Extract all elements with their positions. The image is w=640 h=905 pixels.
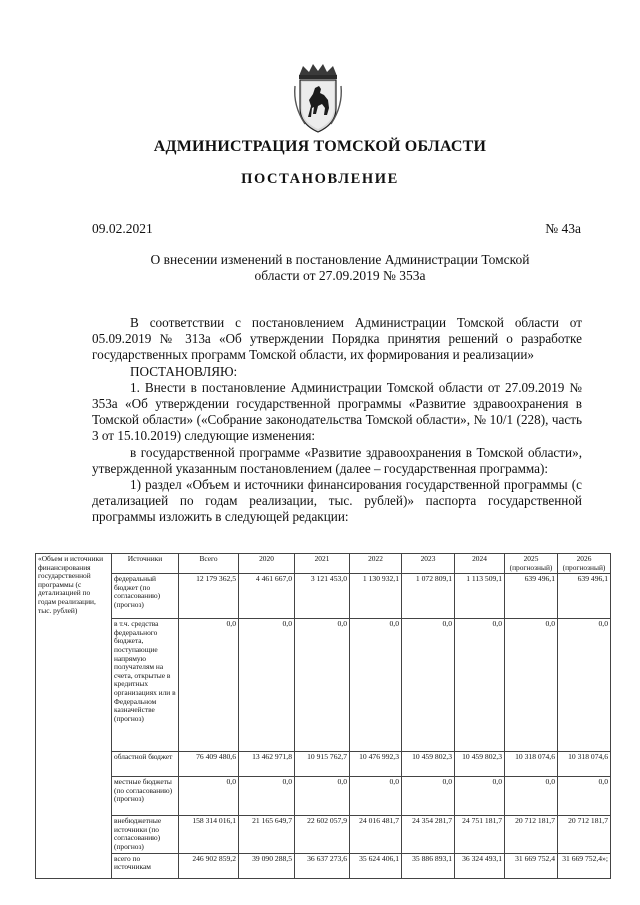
document-body (92, 315, 582, 526)
value-cell: 10 318 074,6 (558, 752, 611, 777)
value-cell: 0,0 (455, 777, 505, 816)
source-cell: всего по источникам (112, 853, 179, 878)
value-cell: 22 602 057,9 (295, 816, 350, 853)
preamble-paragraph: В соответствии с постановлением Администрации Томской области от 05.09.2019 № 313а «Об утверждении Порядка принятия решений о разработке государственных программ Томской области, их формирования и реализации» (92, 315, 582, 363)
table-row (36, 777, 611, 816)
value-cell: 0,0 (350, 777, 402, 816)
value-cell: 39 090 288,5 (239, 853, 295, 878)
value-cell: 0,0 (179, 619, 239, 752)
table-row-total (36, 853, 611, 878)
value-cell: 0,0 (295, 619, 350, 752)
value-cell: 0,0 (402, 619, 455, 752)
coat-of-arms-icon (291, 62, 345, 134)
financing-table (35, 553, 611, 879)
value-cell: 4 461 667,0 (239, 574, 295, 619)
value-cell: 21 165 649,7 (239, 816, 295, 853)
source-cell: федеральный бюджет (по согласованию) (прогноз) (112, 574, 179, 619)
value-cell: 35 886 893,1 (402, 853, 455, 878)
document-type: ПОСТАНОВЛЕНИЕ (241, 171, 399, 187)
value-cell: 3 121 453,0 (295, 574, 350, 619)
value-cell: 1 130 932,1 (350, 574, 402, 619)
value-cell: 10 459 802,3 (455, 752, 505, 777)
value-cell: 10 459 802,3 (402, 752, 455, 777)
value-cell: 76 409 480,6 (179, 752, 239, 777)
value-cell: 10 318 074,6 (505, 752, 558, 777)
value-cell: 12 179 362,5 (179, 574, 239, 619)
resolve-heading: ПОСТАНОВЛЯЮ: (130, 363, 238, 379)
item-1-1: 1) раздел «Объем и источники финансирования государственной программы (с детализацией по годам реализации, тыс. рублей)» паспорта государственной программы изложить в следующей редакции: (92, 477, 582, 525)
value-cell: 24 751 181,7 (455, 816, 505, 853)
value-cell: 0,0 (295, 777, 350, 816)
value-cell: 31 669 752,4 (505, 853, 558, 878)
item-1: 1. Внести в постановление Администрации Томской области от 27.09.2019 № 353а «Об утверждении государственной программы «Развитие здравоохранения в Томской области» («Собрание законодательства Томской области», № 10/1 (228), часть 3 от 15.10.2019) следующие изменения: (92, 379, 582, 444)
document-number: № 43а (545, 221, 581, 236)
column-header: 2024 (455, 554, 505, 574)
value-cell: 20 712 181,7 (505, 816, 558, 853)
column-header: 2022 (350, 554, 402, 574)
column-header: Источники (112, 554, 179, 574)
value-cell: 24 016 481,7 (350, 816, 402, 853)
table-row (36, 816, 611, 853)
item-1-sub: в государственной программе «Развитие здравоохранения в Томской области», утвержденной указанным постановлением (далее – государственная программа): (92, 444, 582, 476)
table-row (36, 574, 611, 619)
source-cell: в т.ч. средства федерального бюджета, поступающие напрямую получателям на счета, открытые в кредитных организациях или в Федеральном казначействе (прогноз) (112, 619, 179, 752)
table-row (36, 752, 611, 777)
value-cell: 1 072 809,1 (402, 574, 455, 619)
document-subject: О внесении изменений в постановление Администрации Томской области от 27.09.2019 № 353а (150, 252, 530, 283)
column-header: 2023 (402, 554, 455, 574)
table-row (36, 619, 611, 752)
source-cell: областной бюджет (112, 752, 179, 777)
value-cell: 0,0 (505, 777, 558, 816)
value-cell: 10 915 762,7 (295, 752, 350, 777)
value-cell: 158 314 016,1 (179, 816, 239, 853)
column-header: Всего (179, 554, 239, 574)
table-header-row (36, 554, 611, 574)
value-cell: 20 712 181,7 (558, 816, 611, 853)
document-date: 09.02.2021 (92, 221, 153, 236)
value-cell: 0,0 (239, 777, 295, 816)
value-cell: 36 637 273,6 (295, 853, 350, 878)
organization-title: АДМИНИСТРАЦИЯ ТОМСКОЙ ОБЛАСТИ (153, 138, 487, 155)
value-cell: 35 624 406,1 (350, 853, 402, 878)
column-header: 2025 (прогнозный) (505, 554, 558, 574)
value-cell: 246 902 859,2 (179, 853, 239, 878)
value-cell: 36 324 493,1 (455, 853, 505, 878)
value-cell: 639 496,1 (558, 574, 611, 619)
value-cell: 0,0 (558, 619, 611, 752)
value-cell: 0,0 (350, 619, 402, 752)
value-cell: 31 669 752,4»; (558, 853, 611, 878)
value-cell: 0,0 (179, 777, 239, 816)
column-header: 2021 (295, 554, 350, 574)
source-cell: местные бюджеты (по согласованию) (прогноз) (112, 777, 179, 816)
value-cell: 0,0 (505, 619, 558, 752)
section-label-cell: «Объем и источники финансирования государственной программы (с детализацией по годам реализации, тыс. рублей) (36, 554, 112, 879)
value-cell: 1 113 509,1 (455, 574, 505, 619)
value-cell: 0,0 (558, 777, 611, 816)
value-cell: 24 354 281,7 (402, 816, 455, 853)
value-cell: 639 496,1 (505, 574, 558, 619)
column-header: 2020 (239, 554, 295, 574)
value-cell: 10 476 992,3 (350, 752, 402, 777)
value-cell: 13 462 971,8 (239, 752, 295, 777)
value-cell: 0,0 (239, 619, 295, 752)
column-header: 2026 (прогнозный) (558, 554, 611, 574)
source-cell: внебюджетные источники (по согласованию) (прогноз) (112, 816, 179, 853)
value-cell: 0,0 (402, 777, 455, 816)
value-cell: 0,0 (455, 619, 505, 752)
